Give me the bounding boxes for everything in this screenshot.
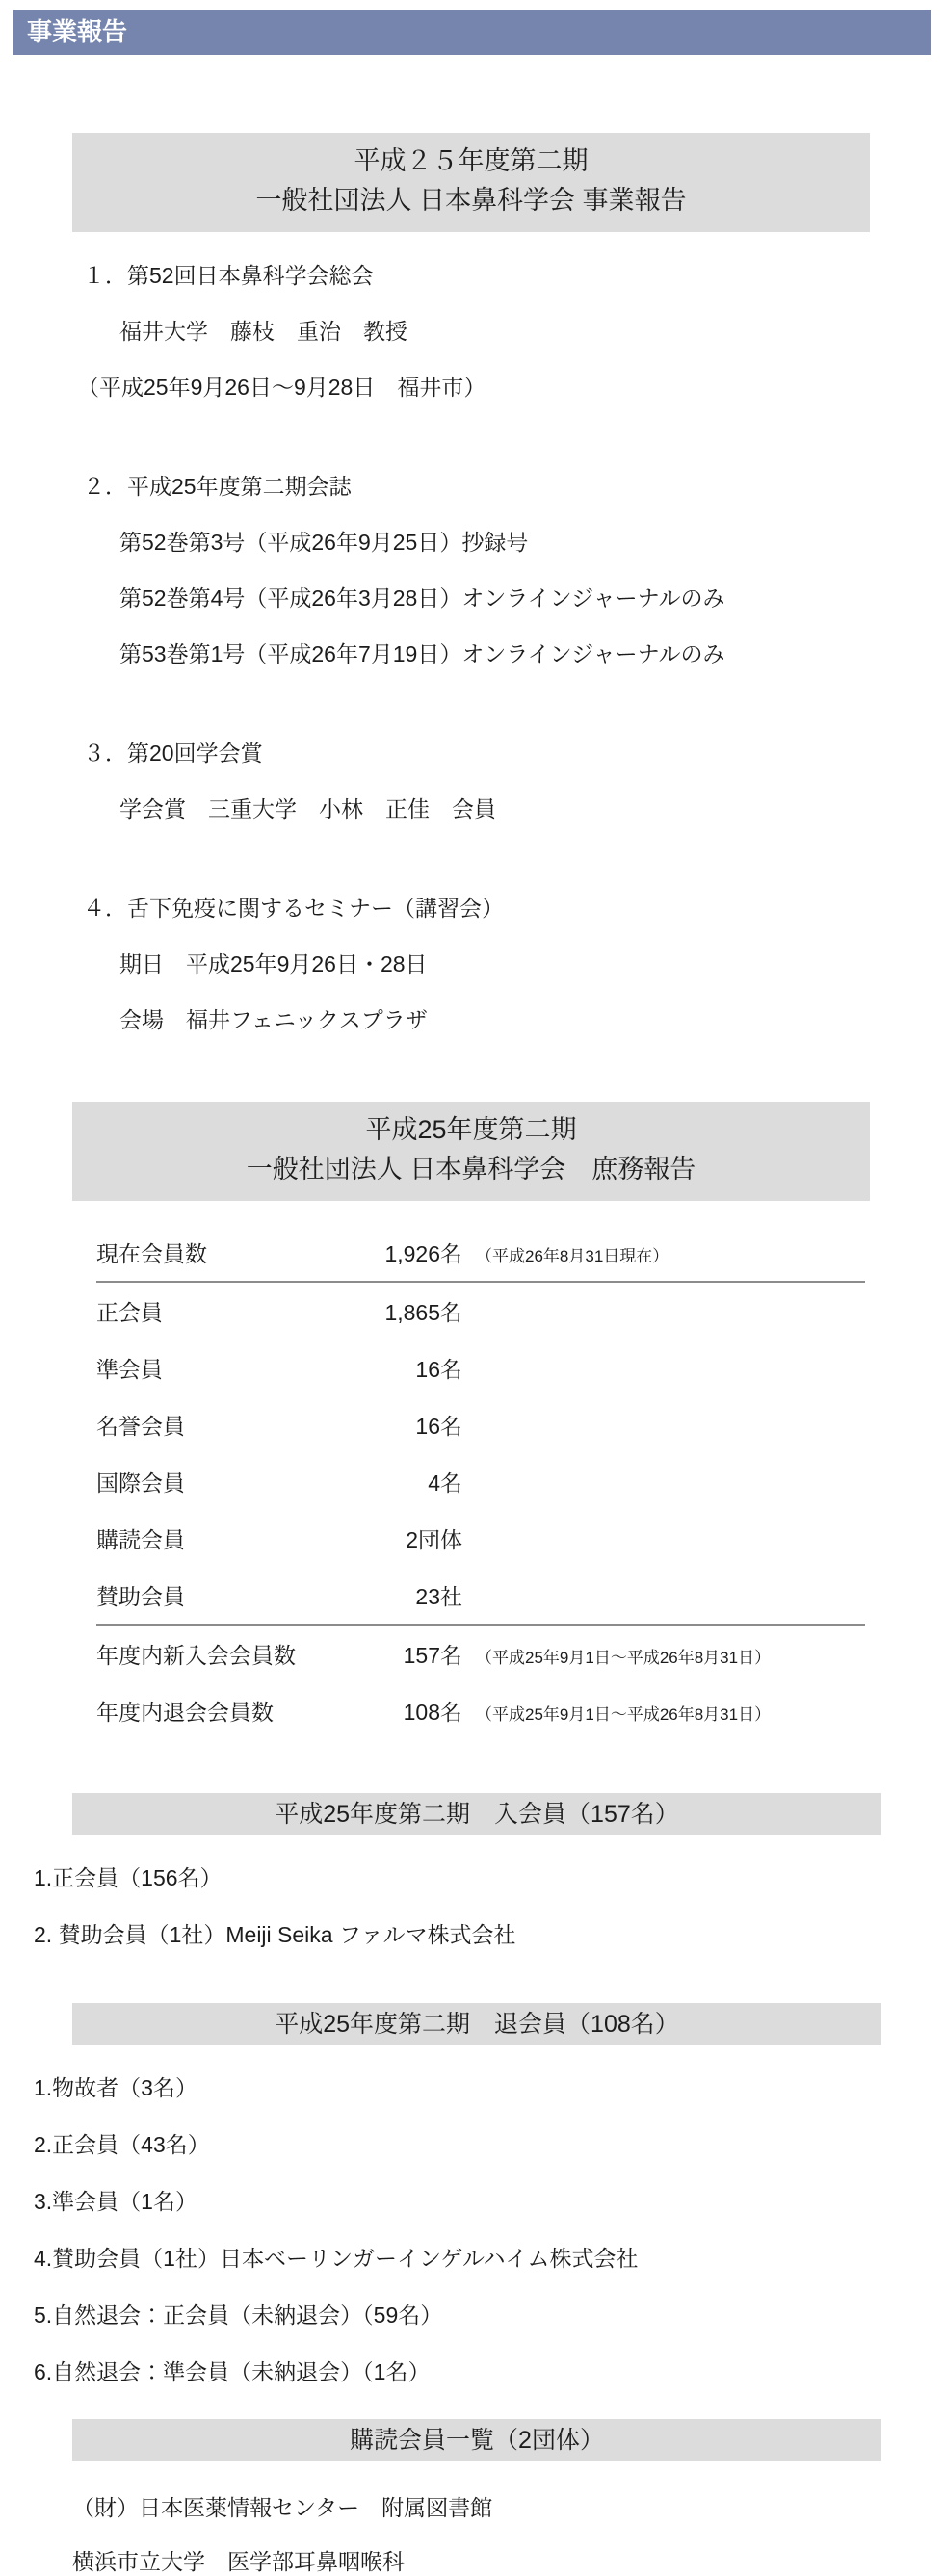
table-row-withdrawn-members-count (96, 1682, 865, 1739)
row-value: 1,926名 (384, 1241, 462, 1266)
section-1-line-2: （平成25年9月26日～9月28日 福井市） (77, 375, 486, 400)
list-item: 6.自然退会：準会員（未納退会）（1名） (34, 2359, 431, 2384)
row-label: 購読会員 (96, 1527, 185, 1552)
section-society-award (83, 736, 945, 823)
row-note: （平成25年9月1日～平成26年8月31日） (476, 1649, 772, 1667)
list-item: 2.正会員（43名） (34, 2132, 210, 2157)
row-label: 現在会員数 (96, 1241, 207, 1266)
business-report-title-box (72, 133, 870, 232)
withdrawn-members-list (34, 2070, 945, 2386)
list-item: 1.物故者（3名） (34, 2075, 197, 2100)
row-note: （平成25年9月1日～平成26年8月31日） (476, 1705, 772, 1724)
section-2-line-2: 第52巻第4号（平成26年3月28日）オンラインジャーナルのみ (119, 585, 725, 611)
section-2-heading: ２．平成25年度第二期会誌 (83, 474, 352, 499)
table-row-associate-members (96, 1340, 865, 1396)
section-3-heading: ３．第20回学会賞 (83, 741, 263, 766)
list-item: 1.正会員（156名） (34, 1865, 223, 1890)
table-row-honorary-members (96, 1396, 865, 1453)
section-4-line-2: 会場 福井フェニックスプラザ (119, 1007, 428, 1032)
new-members-bar-title: 平成25年度第二期 入会員（157名） (275, 1801, 679, 1828)
row-value: 108名 (403, 1700, 462, 1725)
section-3-line-1: 学会賞 三重大学 小林 正佳 会員 (119, 796, 496, 821)
section-4-line-1: 期日 平成25年9月26日・28日 (119, 951, 428, 976)
table-row-current-members (96, 1224, 865, 1283)
table-row-subscription-members (96, 1510, 865, 1567)
withdrawn-members-bar-title: 平成25年度第二期 退会員（108名） (275, 2011, 679, 2038)
general-affairs-title-line1: 平成25年度第二期 (365, 1115, 577, 1144)
section-general-meeting (77, 258, 945, 402)
section-1-heading: １．第52回日本鼻科学会総会 (83, 263, 374, 288)
row-label: 年度内退会会員数 (96, 1700, 274, 1725)
row-value: 16名 (415, 1357, 462, 1382)
page-title: 事業報告 (27, 17, 128, 46)
section-4-heading: ４．舌下免疫に関するセミナー（講習会） (83, 896, 504, 921)
row-label: 名誉会員 (96, 1414, 185, 1439)
row-value: 23社 (415, 1584, 462, 1609)
list-item: 3.準会員（1名） (34, 2189, 197, 2214)
row-value: 16名 (415, 1414, 462, 1439)
table-row-international-members (96, 1453, 865, 1510)
row-label: 国際会員 (96, 1470, 185, 1496)
row-label: 賛助会員 (96, 1584, 185, 1609)
business-report-title-line1: 平成２５年度第二期 (354, 146, 589, 175)
subscription-members-bar-title: 購読会員一覧（2団体） (350, 2427, 604, 2454)
section-2-line-3: 第53巻第1号（平成26年7月19日）オンラインジャーナルのみ (119, 641, 725, 666)
table-row-regular-members (96, 1283, 865, 1340)
row-value: 2団体 (406, 1527, 462, 1552)
list-item: 横浜市立大学 医学部耳鼻咽喉科 (72, 2549, 405, 2574)
new-members-section-bar (72, 1793, 881, 1835)
new-members-list (34, 1860, 945, 1949)
list-item: 4.賛助会員（1社）日本ベーリンガーインゲルハイム株式会社 (34, 2246, 639, 2271)
general-affairs-title-line2: 一般社団法人 日本鼻科学会 庶務報告 (246, 1155, 696, 1184)
table-row-supporting-members (96, 1567, 865, 1626)
page-header-bar (13, 10, 931, 55)
section-seminar (83, 891, 945, 1034)
subscription-members-section-bar (72, 2419, 881, 2461)
business-report-title-line2: 一般社団法人 日本鼻科学会 事業報告 (255, 186, 687, 215)
table-row-new-members-count (96, 1626, 865, 1682)
list-item: 2. 賛助会員（1社）Meiji Seika ファルマ株式会社 (34, 1922, 516, 1947)
member-count-table (96, 1224, 865, 1739)
subscription-members-list (72, 2490, 945, 2576)
list-item: （財）日本医薬情報センター 附属図書館 (72, 2495, 493, 2520)
section-2-line-1: 第52巻第3号（平成26年9月25日）抄録号 (119, 530, 529, 555)
section-1-line-1: 福井大学 藤枝 重治 教授 (119, 319, 407, 344)
row-value: 1,865名 (384, 1300, 462, 1325)
business-report-sections (77, 258, 945, 1034)
section-journal (83, 469, 945, 668)
row-label: 準会員 (96, 1357, 163, 1382)
withdrawn-members-section-bar (72, 2003, 881, 2045)
row-label: 正会員 (96, 1300, 163, 1325)
row-value: 157名 (403, 1643, 462, 1668)
row-note: （平成26年8月31日現在） (476, 1247, 669, 1265)
general-affairs-title-box (72, 1102, 870, 1201)
row-label: 年度内新入会会員数 (96, 1643, 296, 1668)
list-item: 5.自然退会：正会員（未納退会）（59名） (34, 2303, 443, 2328)
row-value: 4名 (428, 1470, 462, 1496)
